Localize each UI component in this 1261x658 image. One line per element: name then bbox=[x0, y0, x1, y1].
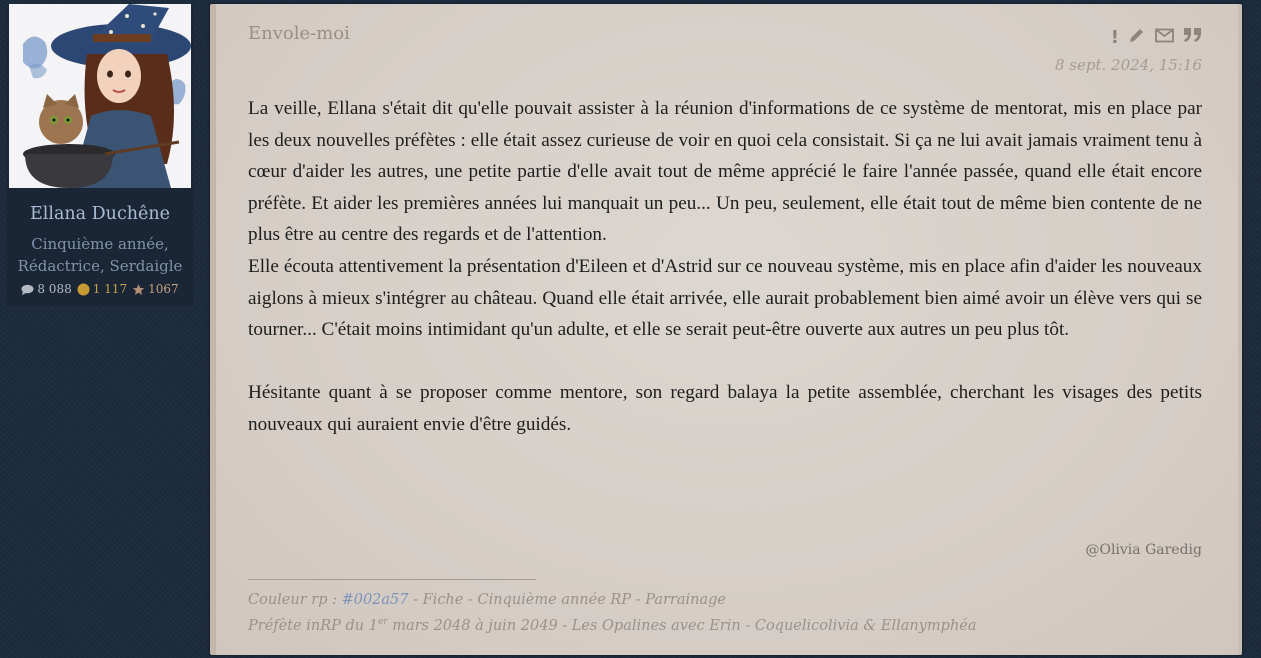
star-icon bbox=[132, 283, 145, 296]
coin-icon bbox=[77, 283, 90, 296]
post-paragraph: La veille, Ellana s'était dit qu'elle pouvait assister à la réunion d'informations de ce système de mentorat, mis en place par les deux nouvelles préfètes : elle était assez curieuse de voir en quoi cela consistait. Si ça ne lui avait jamais vraiment tenu à cœur d'aider les autres, une petite partie d'elle avait tout de même apprécié le faire l'année passée, quand elle était encore préfète. Et aider les premières années lui manquait un peu... Un peu, seulement, elle était tout de même bien contente de ne plus être au centre des regards et de l'attention. bbox=[248, 98, 1202, 246]
signature-divider bbox=[248, 579, 536, 580]
quote-icon[interactable] bbox=[1183, 27, 1202, 48]
post-content bbox=[248, 93, 1202, 441]
post-date: 8 sept. 2024, 15:16 bbox=[1055, 56, 1202, 74]
signature-line-2-sup: er bbox=[377, 617, 388, 627]
stat-messages bbox=[21, 282, 71, 296]
user-profile bbox=[7, 4, 193, 306]
signature bbox=[248, 589, 977, 637]
rank-line-2: Rédactrice, Serdaigle bbox=[17, 257, 183, 275]
avatar-illustration bbox=[9, 4, 191, 188]
mail-icon[interactable] bbox=[1155, 28, 1174, 48]
post-actions bbox=[1111, 26, 1202, 49]
stat-points-value: 1067 bbox=[148, 282, 179, 296]
report-icon[interactable]: ! bbox=[1110, 26, 1119, 48]
stat-points bbox=[132, 282, 179, 296]
forum-post bbox=[210, 4, 1242, 655]
signature-color-value: #002a57 bbox=[341, 592, 409, 608]
signature-line-2-suffix[interactable]: mars 2048 à juin 2049 - Les Opalines avec Erin - Coquelicolivia & Ellanymphéa bbox=[387, 617, 977, 634]
signature-line-1 bbox=[248, 589, 977, 611]
signature-links[interactable]: - Fiche - Cinquième année RP - Parrainage bbox=[408, 592, 726, 608]
post-credit: @Olivia Garedig bbox=[1085, 542, 1202, 558]
post-paragraph: Elle écouta attentivement la présentation d'Eileen et d'Astrid sur ce nouveau système, mis en place afin d'aider les nouveaux aiglons à mieux s'intégrer au château. Quand elle était arrivée, elle aurait probablement bien aimé avoir un élève vers qui se tourner... C'était moins intimidant qu'un adulte, et elle se serait peut-être ouverte aux autres un peu plus tôt. bbox=[248, 255, 1202, 341]
stat-coins bbox=[77, 282, 127, 296]
stat-messages-value: 8 088 bbox=[37, 282, 72, 296]
post-title[interactable]: Envole-moi bbox=[248, 23, 350, 44]
speech-bubble-icon bbox=[21, 284, 34, 295]
stat-coins-value: 1 117 bbox=[92, 282, 128, 296]
avatar[interactable] bbox=[9, 4, 191, 188]
signature-line-2 bbox=[248, 611, 977, 637]
post-paragraph: Hésitante quant à se proposer comme mentore, son regard balaya la petite assemblée, cherchant les visages des petits nouveaux qui auraient envie d'être guidés. bbox=[248, 382, 1202, 435]
rank-line-1: Cinquième année, bbox=[31, 235, 169, 253]
user-rank bbox=[7, 233, 193, 277]
user-stats bbox=[7, 282, 193, 296]
signature-line-2-prefix: Préfète inRP du 1 bbox=[248, 617, 378, 634]
edit-icon[interactable] bbox=[1128, 26, 1146, 49]
username[interactable]: Ellana Duchêne bbox=[29, 204, 171, 224]
signature-color-label: Couleur rp : bbox=[248, 592, 342, 608]
